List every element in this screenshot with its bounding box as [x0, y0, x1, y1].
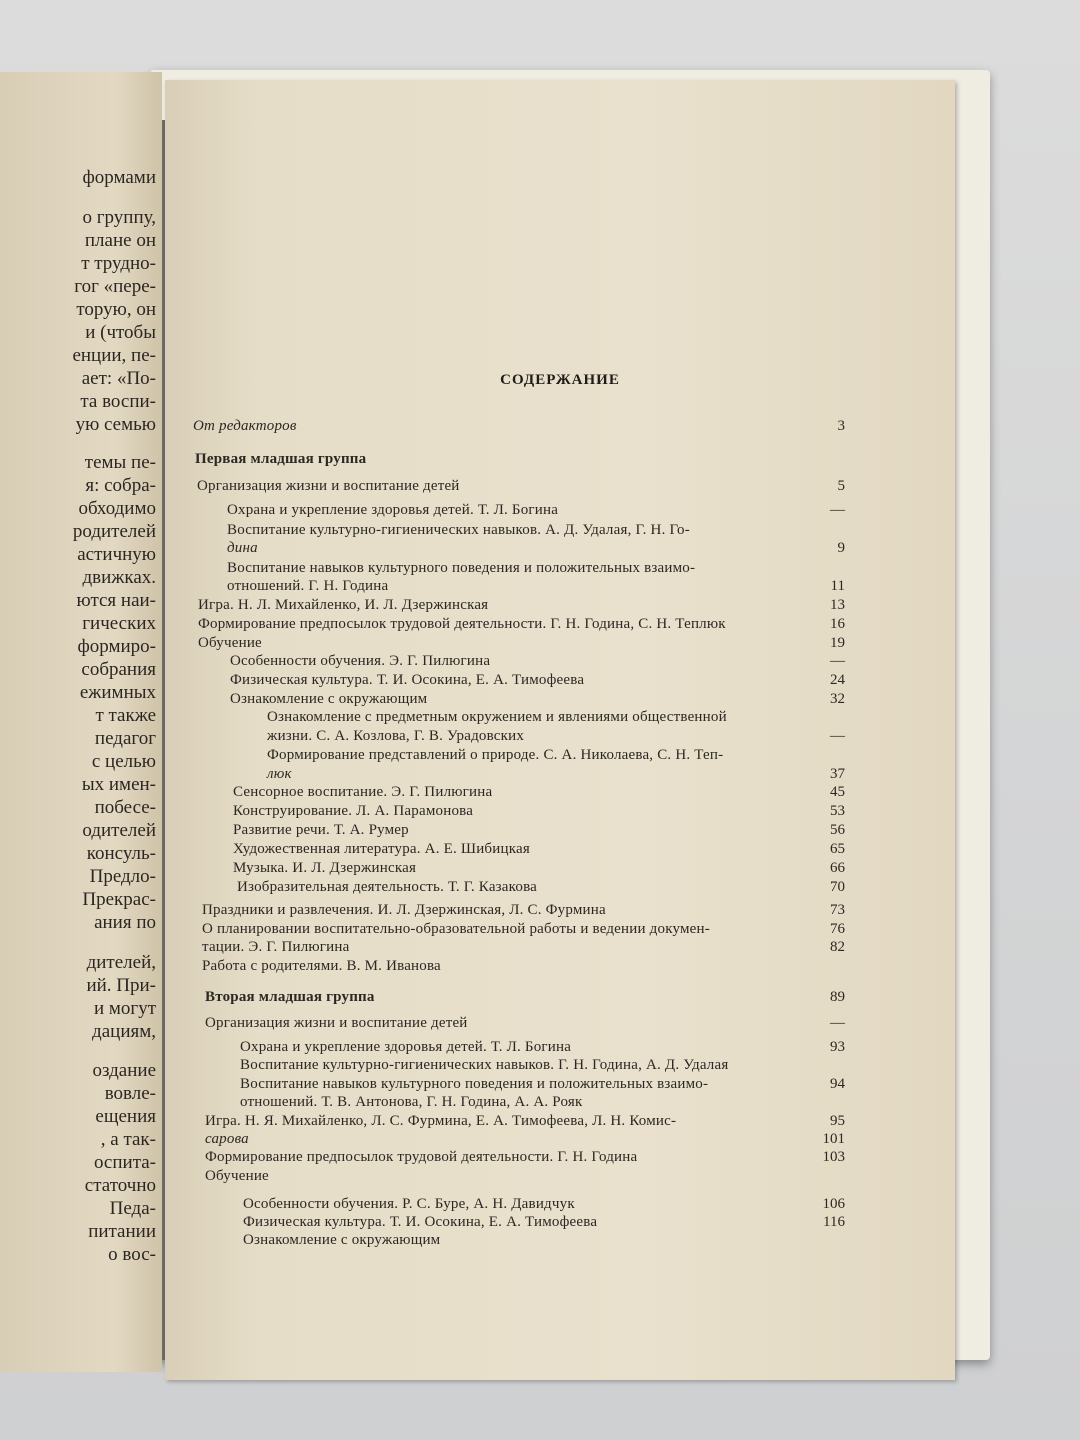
left-page-line: одителей: [82, 820, 156, 841]
toc-page-number: 45: [830, 784, 845, 800]
left-page-line: плане он: [84, 230, 156, 251]
left-page-line: та воспи-: [80, 391, 156, 412]
toc-page-number: 32: [830, 691, 845, 707]
toc-entry: Особенности обучения. Э. Г. Пилюгина: [230, 653, 491, 669]
toc-entry: жизни. С. А. Козлова, Г. В. Урадовских: [267, 728, 525, 744]
toc-page-number: 16: [830, 616, 845, 632]
toc-page-number: 89: [830, 989, 845, 1005]
toc-page-number: 82: [830, 939, 845, 955]
right-page: [165, 80, 955, 1380]
left-page: [0, 72, 162, 1372]
toc-entry: От редакторов: [193, 418, 297, 434]
toc-entry: Охрана и укрепление здоровья детей. Т. Л. Богина: [240, 1039, 572, 1055]
toc-entry: Воспитание навыков культурного поведения и положительных взаимо-: [227, 560, 696, 576]
toc-entry: Формирование представлений о природе. С. А. Николаева, С. Н. Теп-: [267, 747, 724, 763]
left-page-line: дителей,: [86, 952, 156, 973]
left-page-line: ежимных: [79, 682, 156, 703]
toc-entry: Особенности обучения. Р. С. Буре, А. Н. Давидчук: [243, 1196, 575, 1212]
left-page-line: Предло-: [89, 866, 156, 887]
toc-entry: Праздники и развлечения. И. Л. Дзержинская, Л. С. Фурмина: [202, 902, 606, 918]
left-page-line: родителей: [72, 521, 156, 542]
left-page-line: и могут: [93, 998, 156, 1019]
left-page-line: вовле-: [104, 1083, 156, 1104]
toc-page-number: 93: [830, 1039, 845, 1055]
toc-page-number: 5: [837, 478, 845, 494]
toc-entry: Воспитание культурно-гигиенических навыков. А. Д. Удалая, Г. Н. Го-: [227, 522, 690, 538]
toc-page-number: 94: [830, 1076, 845, 1092]
left-page-line: движках.: [82, 567, 156, 588]
left-page-line: гог «пере-: [74, 276, 156, 297]
toc-page-number: 3: [837, 418, 845, 434]
toc-page-number: 101: [822, 1131, 845, 1147]
left-page-line: побесе-: [94, 797, 156, 818]
toc-entry: Формирование предпосылок трудовой деятельности. Г. Н. Година, С. Н. Теплюк: [198, 616, 726, 632]
left-page-line: консуль-: [86, 843, 156, 864]
toc-page-number: 66: [830, 860, 845, 876]
left-page-line: о вос-: [108, 1244, 156, 1265]
toc-page-number: 56: [830, 822, 845, 838]
toc-page-number: 70: [830, 879, 845, 895]
toc-page-number: —: [830, 653, 845, 669]
toc-title: СОДЕРЖАНИЕ: [500, 372, 620, 388]
toc-entry: Обучение: [198, 635, 262, 651]
toc-page-number: —: [830, 502, 845, 518]
toc-entry: Развитие речи. Т. А. Румер: [233, 822, 409, 838]
toc-entry: Физическая культура. Т. И. Осокина, Е. А. Тимофеева: [243, 1214, 598, 1230]
toc-entry: Формирование предпосылок трудовой деятельности. Г. Н. Година: [205, 1149, 638, 1165]
left-page-line: гических: [82, 613, 156, 634]
toc-entry: Игра. Н. Я. Михайленко, Л. С. Фурмина, Е. А. Тимофеева, Л. Н. Комис-: [205, 1113, 677, 1129]
toc-entry: Организация жизни и воспитание детей: [205, 1015, 468, 1031]
toc-entry: Игра. Н. Л. Михайленко, И. Л. Дзержинская: [198, 597, 489, 613]
toc-page-number: 116: [823, 1214, 845, 1230]
toc-entry: Работа с родителями. В. М. Иванова: [202, 958, 441, 974]
left-page-line: ания по: [94, 912, 156, 933]
left-page-line: Прекрас-: [82, 889, 156, 910]
toc-entry: Физическая культура. Т. И. Осокина, Е. А. Тимофеева: [230, 672, 585, 688]
left-page-line: обходимо: [78, 498, 156, 519]
toc-entry: тации. Э. Г. Пилюгина: [202, 939, 350, 955]
left-page-line: о группу,: [82, 207, 156, 228]
toc-entry: Художественная литература. А. Е. Шибицкая: [233, 841, 530, 857]
left-page-line: ает: «По-: [81, 368, 156, 389]
left-page-line: ых имен-: [81, 774, 156, 795]
left-page-line: ую семью: [75, 414, 156, 435]
toc-page-number: 106: [822, 1196, 845, 1212]
toc-entry: дина: [227, 540, 258, 556]
toc-page-number: 53: [830, 803, 845, 819]
left-page-line: собрания: [81, 659, 156, 680]
left-page-line: ий. При-: [86, 975, 156, 996]
toc-page-number: 73: [830, 902, 845, 918]
left-page-line: т трудно-: [81, 253, 156, 274]
left-page-line: питании: [88, 1221, 156, 1242]
left-page-line: темы пе-: [84, 452, 156, 473]
toc-page-number: 9: [837, 540, 845, 556]
left-page-line: формиро-: [77, 636, 156, 657]
toc-page-number: 103: [822, 1149, 845, 1165]
toc-entry: Воспитание культурно-гигиенических навыков. Г. Н. Година, А. Д. Удалая: [240, 1057, 729, 1073]
toc-entry: Вторая младшая группа: [205, 989, 375, 1005]
toc-page-number: 13: [830, 597, 845, 613]
toc-entry: Обучение: [205, 1168, 269, 1184]
toc-entry: Сенсорное воспитание. Э. Г. Пилюгина: [233, 784, 493, 800]
toc-entry: отношений. Т. В. Антонова, Г. Н. Година, А. А. Рояк: [240, 1094, 583, 1110]
left-page-line: с целью: [91, 751, 156, 772]
left-page-line: , а так-: [100, 1129, 156, 1150]
toc-page-number: 37: [830, 766, 845, 782]
toc-page-number: —: [830, 1015, 845, 1031]
left-page-line: Педа-: [109, 1198, 156, 1219]
left-page-line: торую, он: [76, 299, 156, 320]
left-page-line: статочно: [84, 1175, 156, 1196]
toc-entry: О планировании воспитательно-образовательной работы и ведении докумен-: [202, 921, 710, 937]
toc-entry: Изобразительная деятельность. Т. Г. Казакова: [237, 879, 538, 895]
left-page-line: енции, пе-: [72, 345, 156, 366]
toc-entry: Ознакомление с окружающим: [230, 691, 428, 707]
left-page-line: оздание: [92, 1060, 156, 1081]
toc-entry: отношений. Г. Н. Година: [227, 578, 389, 594]
toc-page-number: 19: [830, 635, 845, 651]
toc-page-number: 11: [830, 578, 845, 594]
left-page-line: астичную: [77, 544, 156, 565]
toc-entry: Организация жизни и воспитание детей: [197, 478, 460, 494]
toc-page-number: —: [830, 728, 845, 744]
toc-entry: Первая младшая группа: [195, 451, 367, 467]
toc-page-number: 24: [830, 672, 845, 688]
left-page-line: т также: [95, 705, 156, 726]
left-page-line: и (чтобы: [85, 322, 156, 343]
left-page-line: дациям,: [92, 1021, 156, 1042]
left-page-line: оспита-: [93, 1152, 156, 1173]
left-page-line: педагог: [94, 728, 156, 749]
toc-entry: сарова: [205, 1131, 249, 1147]
toc-entry: Конструирование. Л. А. Парамонова: [233, 803, 474, 819]
toc-entry: Ознакомление с окружающим: [243, 1232, 441, 1248]
left-page-line: ются наи-: [76, 590, 156, 611]
toc-entry: Музыка. И. Л. Дзержинская: [233, 860, 417, 876]
toc-page-number: 65: [830, 841, 845, 857]
toc-entry: Охрана и укрепление здоровья детей. Т. Л. Богина: [227, 502, 559, 518]
left-page-line: формами: [82, 167, 156, 188]
left-page-line: ещения: [95, 1106, 156, 1127]
toc-page-number: 95: [830, 1113, 845, 1129]
toc-page-number: 76: [830, 921, 845, 937]
toc-entry: Воспитание навыков культурного поведения и положительных взаимо-: [240, 1076, 709, 1092]
toc-entry: люк: [267, 766, 292, 782]
toc-entry: Ознакомление с предметным окружением и явлениями общественной: [267, 709, 727, 725]
left-page-line: я: собра-: [85, 475, 156, 496]
